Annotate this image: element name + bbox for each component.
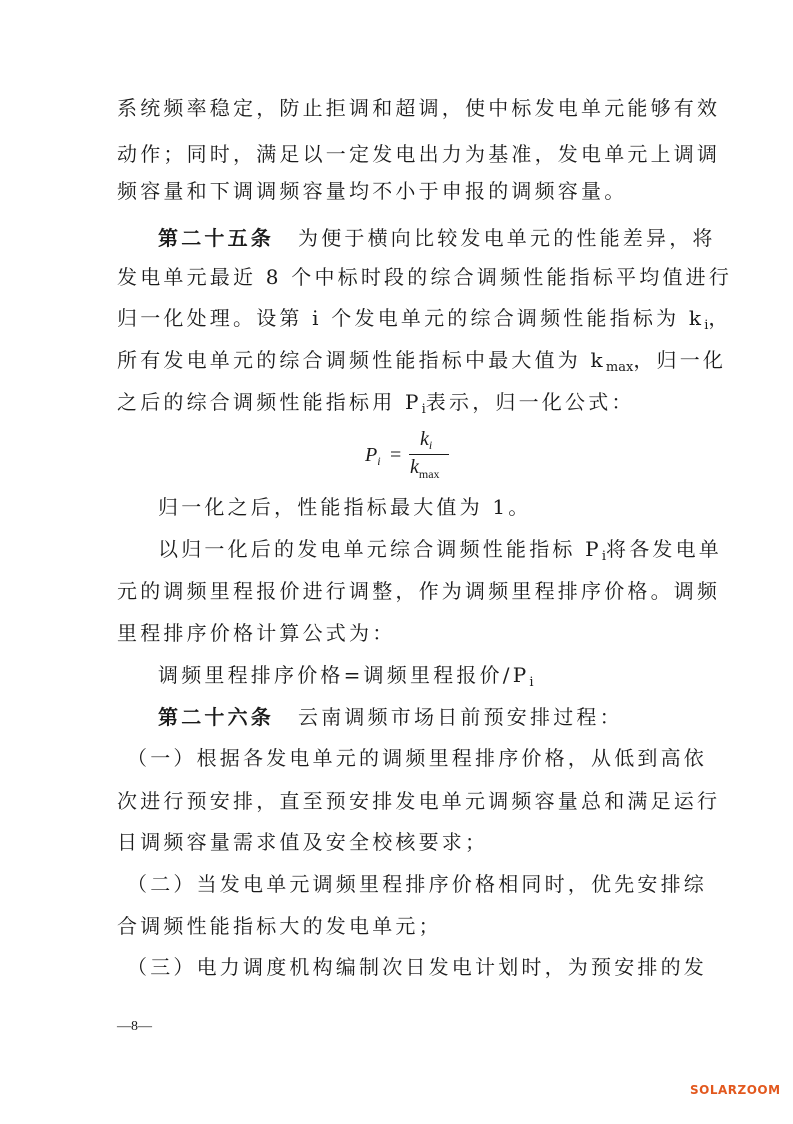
text-segment: 云南调频市场日前预安排过程： [298,705,623,729]
text-segment: ，归一化 [633,348,727,372]
fraction-bar [409,454,449,455]
text-segment: 调频里程排序价格=调频里程报价/P [158,663,530,687]
subscript: i [704,318,709,333]
formula-lhs: $P_i$ [365,444,381,468]
text-line: （一）根据各发电单元的调频里程排序价格，从低到高依 [127,746,707,770]
subscript: i [421,402,426,417]
text-segment: 表示，归一化公式： [425,390,635,414]
text-segment: 为便于横向比较发电单元的性能差异，将 [298,226,716,250]
article-25-title: 第二十五条 [158,226,274,250]
text-segment: 将各发电单 [606,537,722,561]
formula-equals: = [390,444,402,466]
text-line: 归一化之后，性能指标最大值为 1。 [158,495,532,519]
text-segment: 归一化处理。设第 i 个发电单元的综合调频性能指标为 k [117,306,705,330]
article-25-line [158,224,716,252]
watermark-logo: SOLARZOOM [690,1083,781,1097]
text-line [117,304,732,340]
text-line: 系统频率稳定，防止拒调和超调，使中标发电单元能够有效 [117,96,721,120]
text-segment: 以归一化后的发电单元综合调频性能指标 P [158,537,602,561]
article-26-title: 第二十六条 [158,705,274,729]
page-number: —8— [117,1019,152,1034]
article-26-line [158,703,623,731]
text-line [117,388,635,424]
text-segment: 之后的综合调频性能指标用 P [117,390,422,414]
formula-numerator: $k_i$ [420,428,433,452]
text-line: 合调频性能指标大的发电单元； [117,914,442,938]
text-line [117,346,726,382]
text-line: 频容量和下调调频容量均不小于申报的调频容量。 [117,179,628,203]
subscript: i [601,549,606,564]
text-line: 动作；同时，满足以一定发电出力为基准，发电单元上调调 [117,142,721,166]
subscript: max [605,360,634,375]
text-line [158,661,534,697]
text-line: （三）电力调度机构编制次日发电计划时，为预安排的发 [127,955,707,979]
text-line: （二）当发电单元调频里程排序价格相同时，优先安排综 [127,872,707,896]
text-line [158,535,722,571]
text-line: 日调频容量需求值及安全校核要求； [117,830,489,854]
formula-denominator: $k_{max}$ [410,456,440,481]
text-segment: ， [708,306,732,330]
text-segment: 所有发电单元的综合调频性能指标中最大值为 k [117,348,606,372]
text-line: 发电单元最近 8 个中标时段的综合调频性能指标平均值进行 [117,265,733,289]
subscript: i [529,675,534,690]
text-line: 里程排序价格计算公式为： [117,621,396,645]
text-line: 元的调频里程报价进行调整，作为调频里程排序价格。调频 [117,579,721,603]
text-line: 次进行预安排，直至预安排发电单元调频容量总和满足运行 [117,789,721,813]
